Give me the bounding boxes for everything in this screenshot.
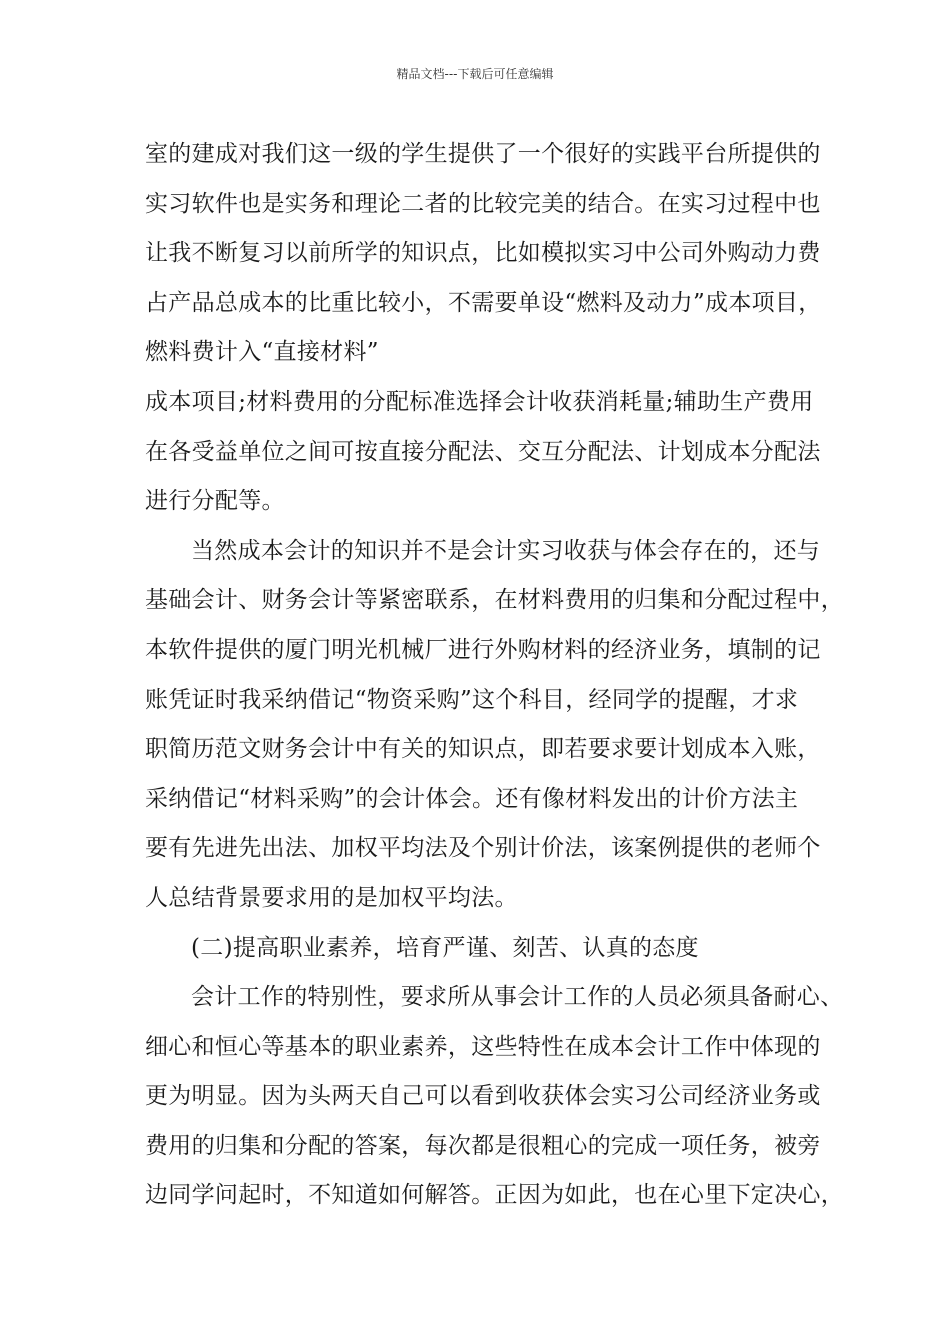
text-line: 职简历范文财务会计中有关的知识点，即若要求要计划成本入账， bbox=[145, 736, 821, 763]
document-body bbox=[145, 130, 844, 1221]
text-line: 费用的归集和分配的答案，每次都是很粗心的完成一项任务，被旁 bbox=[145, 1132, 821, 1159]
text-line: 室的建成对我们这一级的学生提供了一个很好的实践平台所提供的 bbox=[145, 141, 821, 167]
paragraph-start-line: 会计工作的特别性，要求所从事会计工作的人员必须具备耐心、 bbox=[191, 984, 844, 1011]
text-line: 账凭证时我采纳借记“物资采购”这个科目，经同学的提醒，才求 bbox=[145, 686, 799, 713]
text-line: 更为明显。因为头两天自己可以看到收获体会实习公司经济业务或 bbox=[145, 1083, 821, 1110]
text-line: 采纳借记“材料采购”的会计体会。还有像材料发出的计价方法主 bbox=[145, 785, 799, 812]
text-line: 在各受益单位之间可按直接分配法、交互分配法、计划成本分配法 bbox=[145, 438, 821, 465]
text-line: 成本项目;材料费用的分配标准选择会计收获消耗量;辅助生产费用 bbox=[145, 388, 814, 415]
text-line: 占产品总成本的比重比较小，不需要单设“燃料及动力”成本项目， bbox=[145, 289, 822, 316]
text-line: 要有先进先出法、加权平均法及个别计价法，该案例提供的老师个 bbox=[145, 835, 821, 862]
text-line: 本软件提供的厦门明光机械厂进行外购材料的经济业务，填制的记 bbox=[145, 636, 821, 663]
text-line: 让我不断复习以前所学的知识点，比如模拟实习中公司外购动力费 bbox=[145, 240, 821, 267]
page-header: 精品文档---下载后可任意编辑 bbox=[396, 67, 554, 81]
text-line: 细心和恒心等基本的职业素养，这些特性在成本会计工作中体现的 bbox=[145, 1033, 821, 1060]
text-line: 基础会计、财务会计等紧密联系，在材料费用的归集和分配过程中， bbox=[145, 587, 844, 614]
text-line: 边同学问起时，不知道如何解答。正因为如此，也在心里下定决心， bbox=[145, 1182, 844, 1209]
section-heading: (二)提高职业素养，培育严谨、刻苦、认真的态度 bbox=[191, 934, 699, 961]
text-line: 燃料费计入“直接材料” bbox=[145, 339, 379, 366]
text-line: 实习软件也是实务和理论二者的比较完美的结合。在实习过程中也 bbox=[145, 190, 821, 217]
text-line: 人总结背景要求用的是加权平均法。 bbox=[145, 884, 518, 911]
text-line: 进行分配等。 bbox=[145, 488, 285, 515]
paragraph-start-line: 当然成本会计的知识并不是会计实习收获与体会存在的，还与 bbox=[191, 537, 821, 564]
